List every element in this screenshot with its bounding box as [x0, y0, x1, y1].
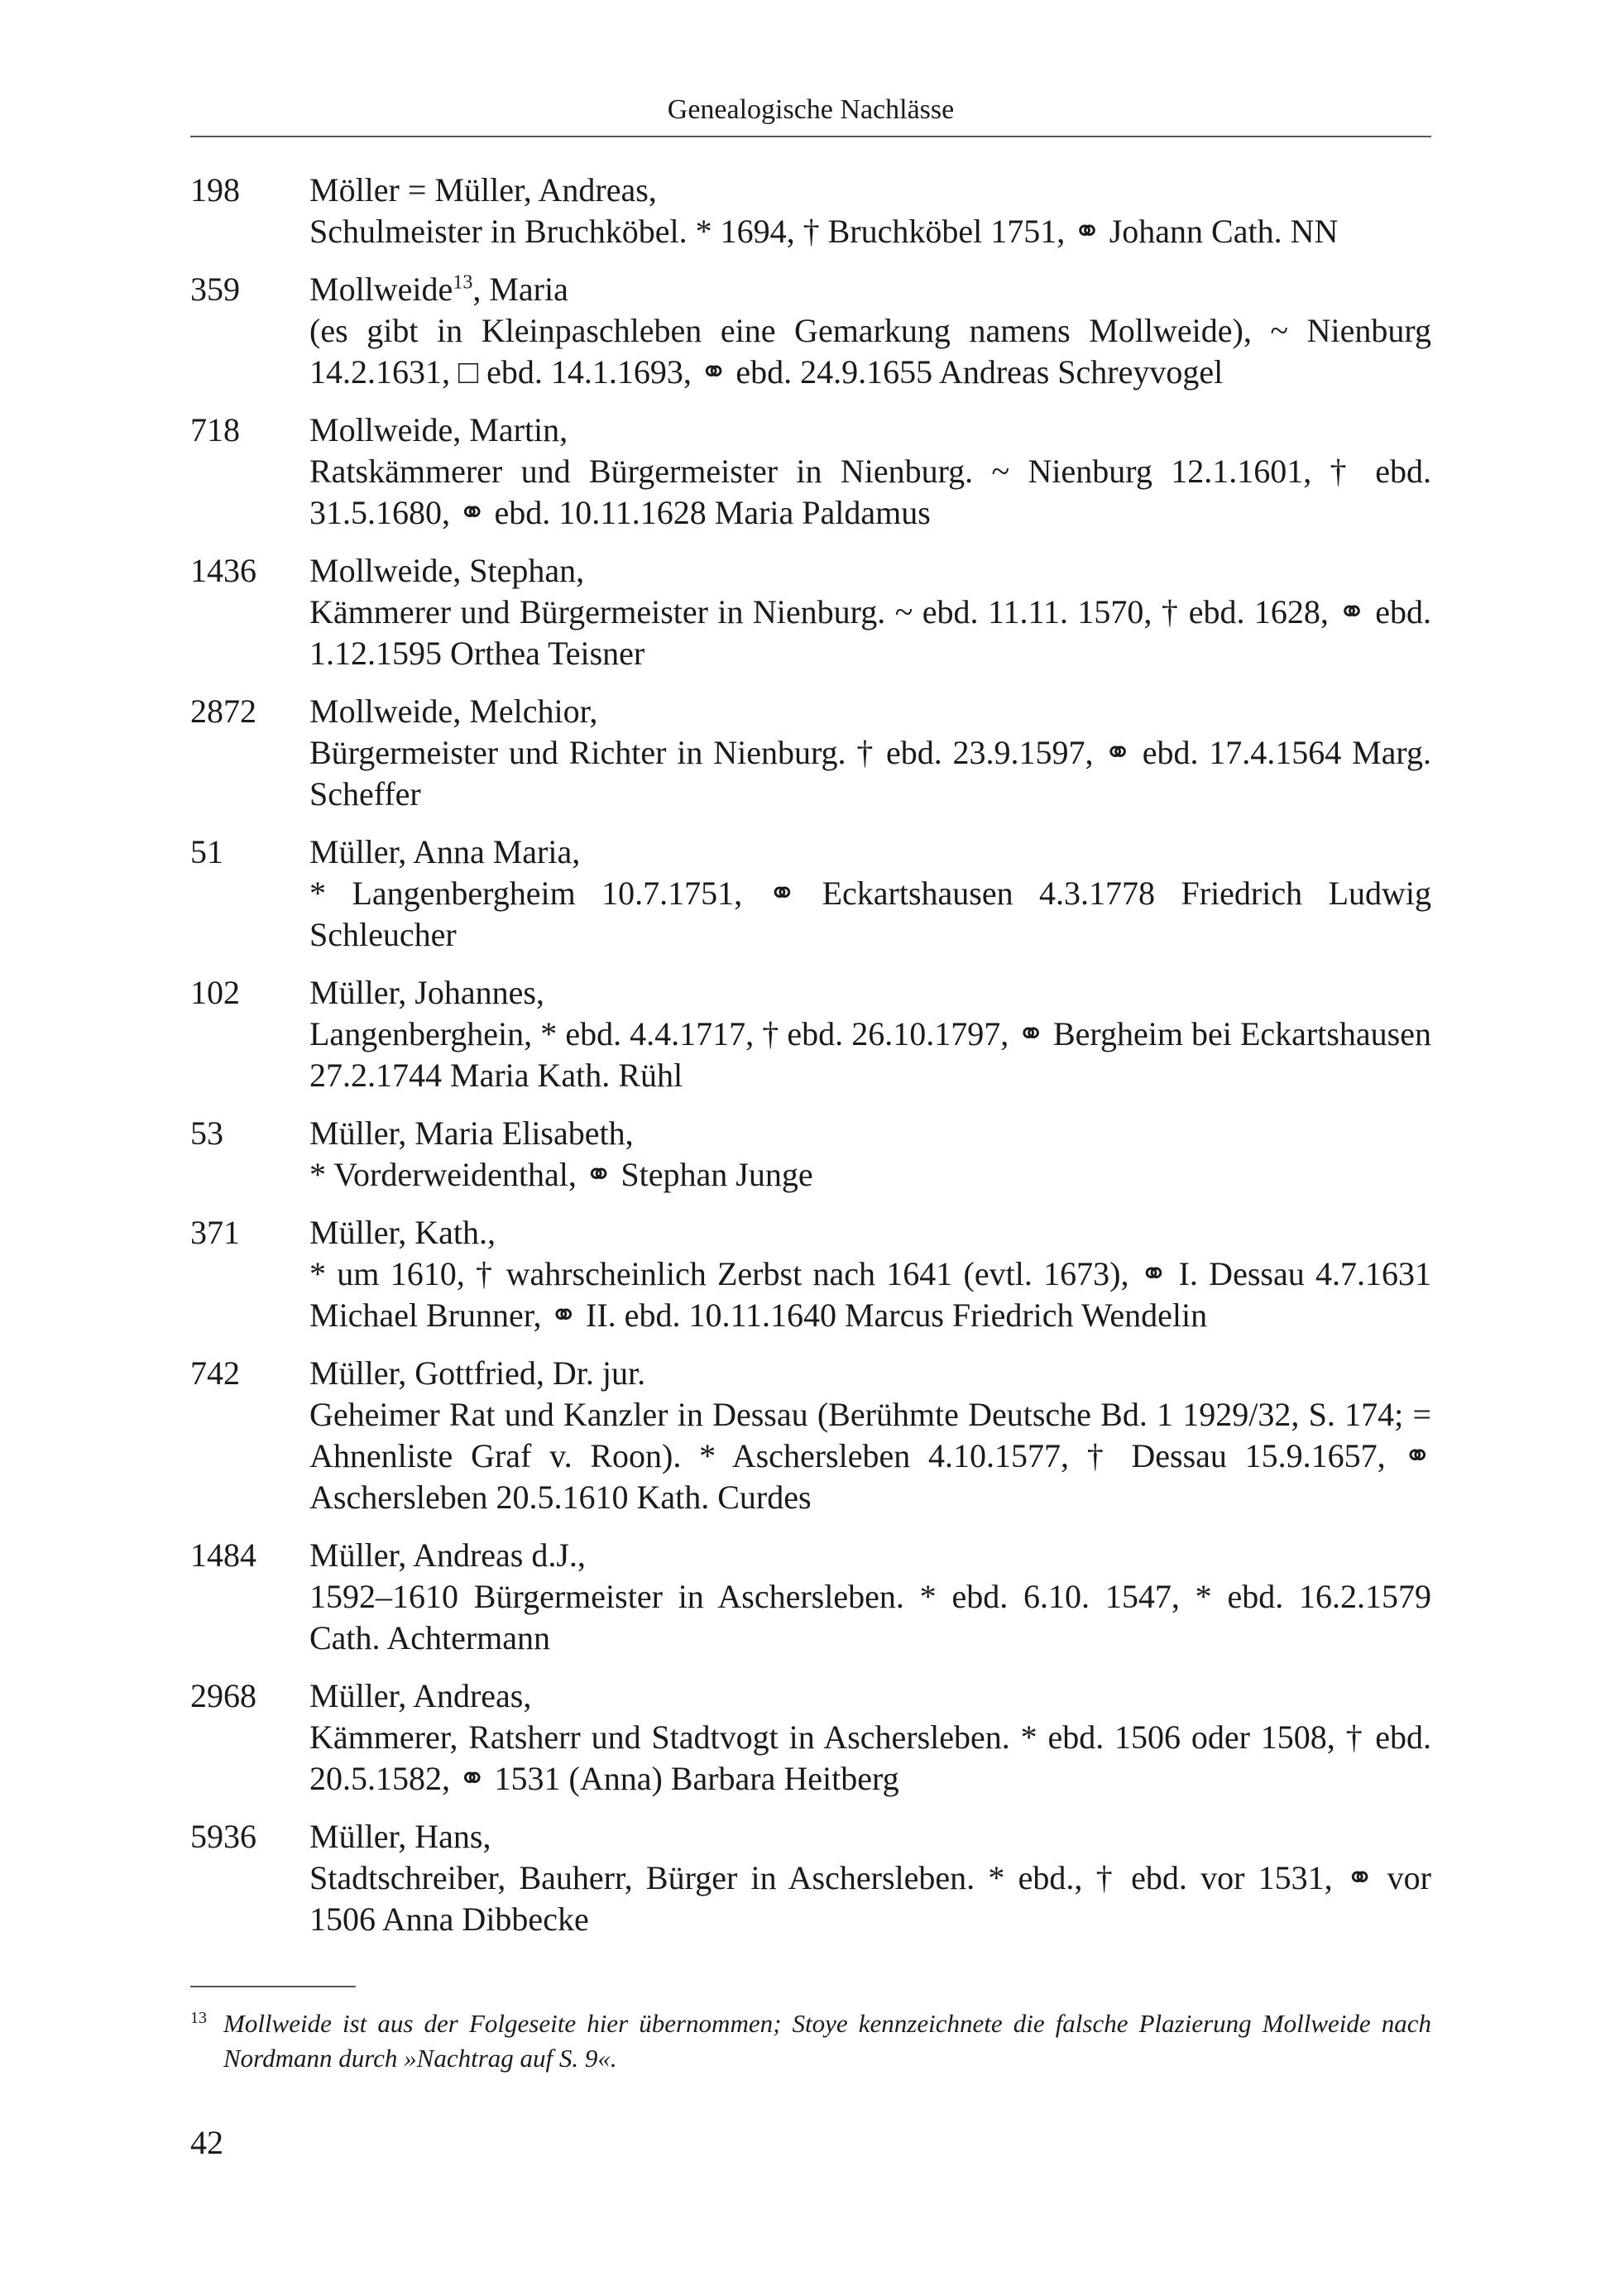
entry-name: Mollweide, Stephan, — [309, 552, 585, 589]
entry-name: Müller, Maria Elisabeth, — [309, 1114, 634, 1152]
entry-number: 53 — [190, 1114, 223, 1152]
entry-name-text: Mollweide — [309, 271, 453, 308]
header-divider — [190, 136, 1431, 137]
entry-number: 371 — [190, 1214, 240, 1251]
entry-name: Mollweide, Martin, — [309, 411, 568, 448]
footnote — [190, 2006, 1431, 2076]
entry-description: (es gibt in Kleinpaschleben eine Gemarkung namens Mollweide), ~ Nienburg 14.2.1631, □ ebd. 14.1.1693, ⚭ ebd. 24.9.1655 Andreas Schreyvogel — [309, 312, 1431, 391]
entry-name: Müller, Johannes, — [309, 974, 544, 1011]
entry — [190, 1816, 1431, 1940]
entry-name: Müller, Gottfried, Dr. jur. — [309, 1354, 646, 1392]
entry — [190, 550, 1431, 674]
footnote-text: Mollweide ist aus der Folgeseite hier übernommen; Stoye kennzeichnete die falsche Plazierung Mollweide nach Nordmann durch »Nachtrag auf S. 9«. — [223, 2009, 1431, 2073]
entry-name: Müller, Hans, — [309, 1818, 491, 1855]
entry-name: Müller, Kath., — [309, 1214, 496, 1251]
entry-number: 742 — [190, 1354, 240, 1392]
entry — [190, 269, 1431, 393]
page-number: 42 — [190, 2124, 223, 2161]
entry — [190, 1675, 1431, 1800]
entry-number: 2968 — [190, 1677, 256, 1714]
entry-description: * Vorderweidenthal, ⚭ Stephan Junge — [309, 1156, 813, 1193]
entry-name: Mollweide, Melchior, — [309, 693, 598, 730]
entry-number: 51 — [190, 833, 223, 870]
entry-number: 198 — [190, 171, 240, 209]
entry-number: 2872 — [190, 693, 256, 730]
entry-number: 1484 — [190, 1536, 256, 1574]
entry — [190, 832, 1431, 956]
entry — [190, 691, 1431, 815]
entry — [190, 1113, 1431, 1196]
entry — [190, 972, 1431, 1096]
entry-number: 5936 — [190, 1818, 256, 1855]
footnote-divider — [190, 1986, 356, 1987]
entry-number: 102 — [190, 974, 240, 1011]
entry-name: Müller, Anna Maria, — [309, 833, 581, 870]
entry-description: Stadtschreiber, Bauherr, Bürger in Aschersleben. * ebd., † ebd. vor 1531, ⚭ vor 1506 Anna Dibbecke — [309, 1859, 1431, 1938]
entry-description: Ratskämmerer und Bürgermeister in Nienburg. ~ Nienburg 12.1.1601, † ebd. 31.5.1680, ⚭ ebd. 10.11.1628 Maria Paldamus — [309, 453, 1431, 531]
entry — [190, 1212, 1431, 1336]
entry — [190, 1535, 1431, 1659]
entry-name-text-rest: , Maria — [472, 271, 568, 308]
running-header: Genealogische Nachlässe — [667, 94, 955, 125]
entry-number: 1436 — [190, 552, 256, 589]
entry-description: * um 1610, † wahrscheinlich Zerbst nach 1641 (evtl. 1673), ⚭ I. Dessau 4.7.1631 Michael Brunner, ⚭ II. ebd. 10.11.1640 Marcus Friedrich Wendelin — [309, 1255, 1431, 1334]
entry — [190, 1353, 1431, 1518]
entry-description: Schulmeister in Bruchköbel. * 1694, † Bruchköbel 1751, ⚭ Johann Cath. NN — [309, 213, 1339, 250]
entry-description: Kämmerer, Ratsherr und Stadtvogt in Aschersleben. * ebd. 1506 oder 1508, † ebd. 20.5.1582, ⚭ 1531 (Anna) Barbara Heitberg — [309, 1718, 1431, 1797]
entry-name: Müller, Andreas d.J., — [309, 1536, 586, 1574]
footnote-number: 13 — [190, 2009, 207, 2027]
entry-name: Möller = Müller, Andreas, — [309, 171, 657, 209]
entry-list — [190, 170, 1431, 1957]
entry-description: Geheimer Rat und Kanzler in Dessau (Berühmte Deutsche Bd. 1 1929/32, S. 174; = Ahnenliste Graf v. Roon). * Aschersleben 4.10.1577, † Dessau 15.9.1657, ⚭ Aschersleben 20.5.1610 Kath. Curdes — [309, 1396, 1431, 1516]
entry-number: 359 — [190, 271, 240, 308]
entry — [190, 410, 1431, 534]
entry-name: Müller, Andreas, — [309, 1677, 532, 1714]
entry-description: * Langenbergheim 10.7.1751, ⚭ Eckartshausen 4.3.1778 Friedrich Ludwig Schleucher — [309, 875, 1431, 953]
entry-name — [309, 269, 1431, 310]
entry-number: 718 — [190, 411, 240, 448]
entry-description: 1592–1610 Bürgermeister in Aschersleben. * ebd. 6.10. 1547, * ebd. 16.2.1579 Cath. Achtermann — [309, 1578, 1431, 1656]
entry-description: Langenberghein, * ebd. 4.4.1717, † ebd. 26.10.1797, ⚭ Bergheim bei Eckartshausen 27.2.1744 Maria Kath. Rühl — [309, 1015, 1431, 1094]
entry-description: Kämmerer und Bürgermeister in Nienburg. ~ ebd. 11.11. 1570, † ebd. 1628, ⚭ ebd. 1.12.1595 Orthea Teisner — [309, 593, 1431, 672]
entry — [190, 170, 1431, 252]
entry-description: Bürgermeister und Richter in Nienburg. † ebd. 23.9.1597, ⚭ ebd. 17.4.1564 Marg. Scheffer — [309, 734, 1431, 812]
footnote-ref: 13 — [453, 271, 473, 294]
